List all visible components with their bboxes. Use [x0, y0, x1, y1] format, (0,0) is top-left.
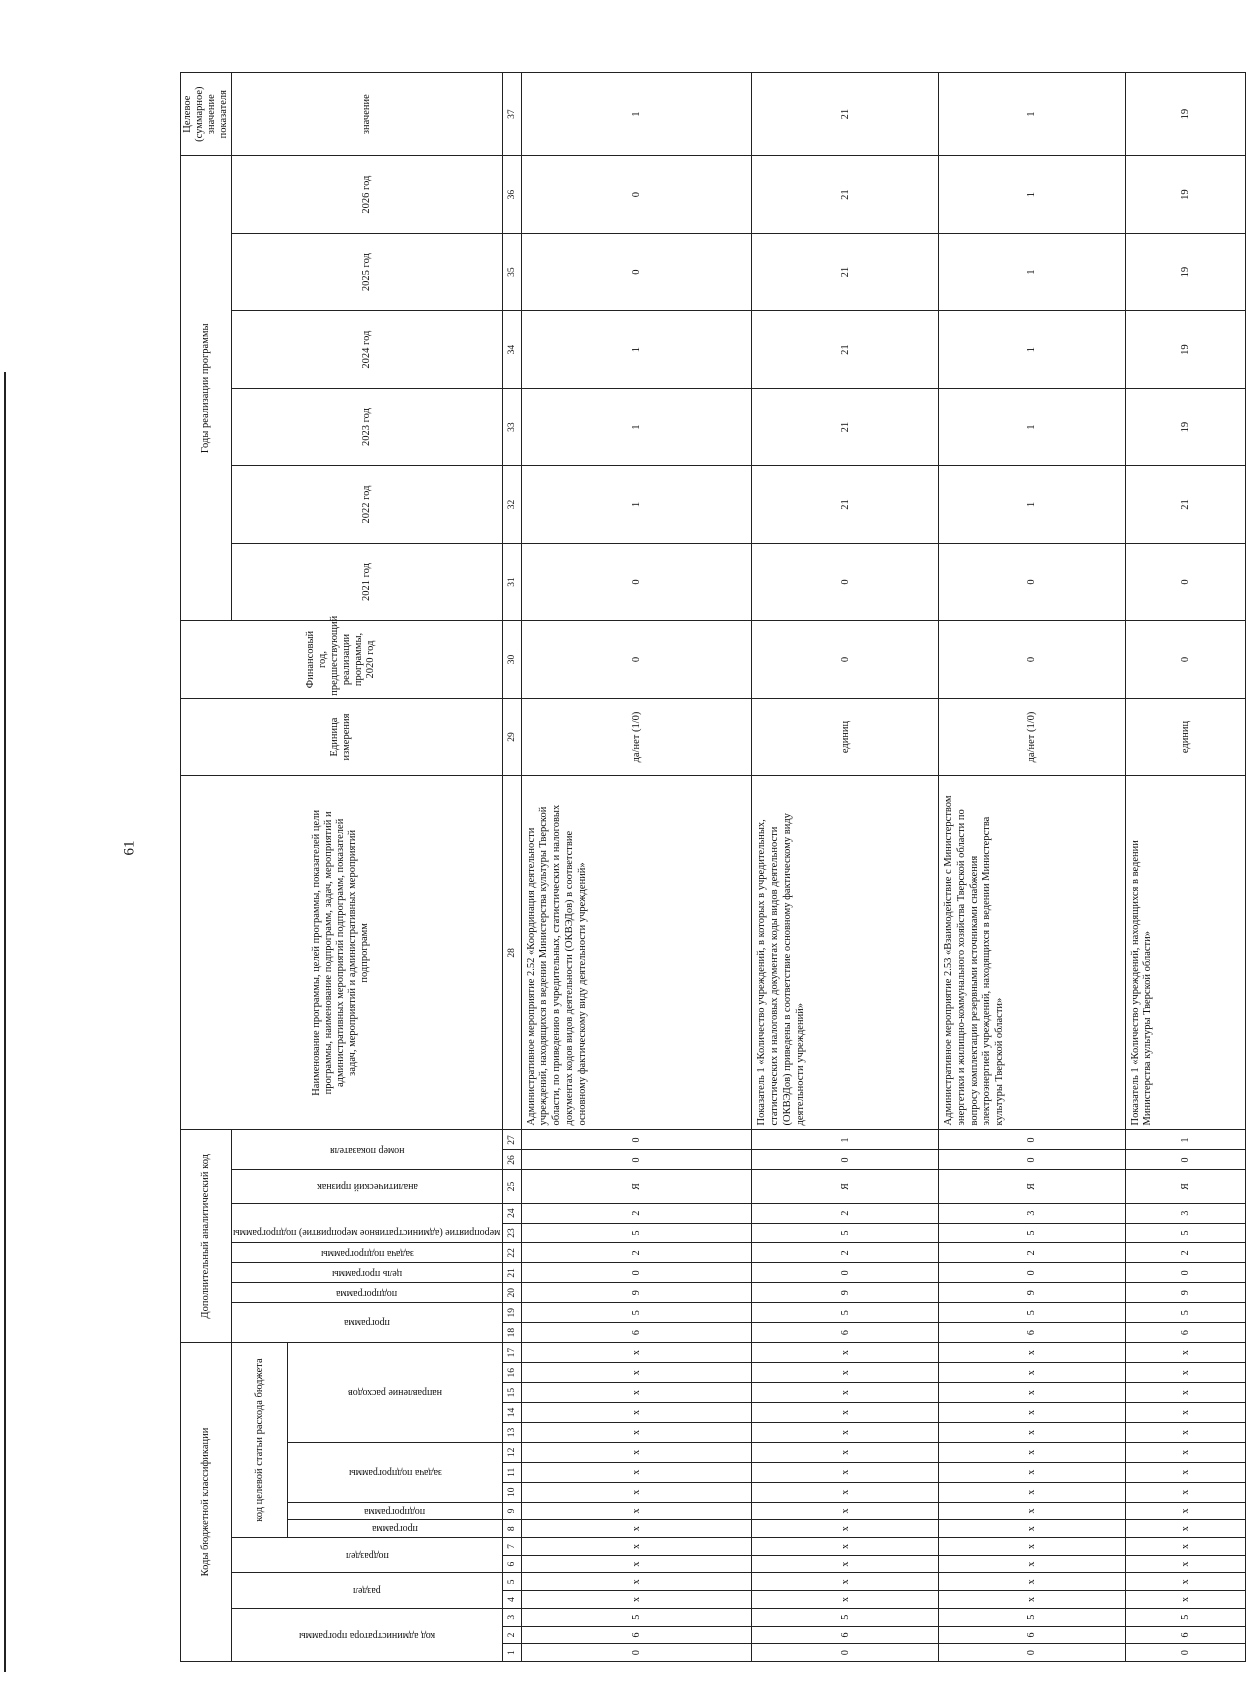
column-number: 23 [502, 1223, 521, 1243]
column-number: 16 [502, 1363, 521, 1383]
code-cell: 0 [752, 1150, 939, 1170]
column-number: 24 [502, 1203, 521, 1223]
column-number: 14 [502, 1403, 521, 1423]
code-cell: х [521, 1502, 752, 1520]
value-cell: 0 [521, 621, 752, 698]
code-cell: Я [938, 1170, 1125, 1203]
code-cell: х [521, 1403, 752, 1423]
code-cell: х [1125, 1591, 1246, 1609]
scan-edge [4, 372, 6, 1672]
column-number: 2 [502, 1626, 521, 1644]
code-cell: 9 [521, 1283, 752, 1303]
code-cell: х [1125, 1482, 1246, 1502]
code-cell: 0 [521, 1263, 752, 1283]
year-2024-header: 2024 год [232, 311, 502, 388]
code-cell: х [1125, 1538, 1246, 1556]
code-cell: х [938, 1383, 1125, 1403]
year-2026-header: 2026 год [232, 156, 502, 234]
column-numbers-row [502, 73, 521, 1662]
dop-subprogram-header: подпрограмма [336, 1287, 398, 1299]
value-cell: 21 [1125, 466, 1246, 543]
code-cell: х [752, 1520, 939, 1538]
dop-task-header: задача подпрограммы [320, 1247, 414, 1259]
column-number: 8 [502, 1520, 521, 1538]
code-cell: х [752, 1442, 939, 1462]
code-cell: х [938, 1343, 1125, 1363]
code-cell: х [1125, 1555, 1246, 1573]
code-cell: 0 [752, 1644, 939, 1662]
code-cell: х [521, 1363, 752, 1383]
code-cell: х [521, 1462, 752, 1482]
code-cell: 0 [521, 1644, 752, 1662]
target-header: Целевое (суммарное) значение показателя [181, 73, 232, 156]
code-cell: 0 [938, 1263, 1125, 1283]
value-cell: 21 [752, 156, 939, 234]
column-number: 13 [502, 1422, 521, 1442]
column-number: 29 [502, 698, 521, 775]
column-number: 36 [502, 156, 521, 234]
code-cell: 6 [1125, 1626, 1246, 1644]
dop-program-header: программа [344, 1317, 390, 1329]
rotated-table-frame [180, 72, 1192, 1662]
value-cell: 21 [752, 233, 939, 310]
value-cell: 21 [752, 466, 939, 543]
code-cell: 6 [938, 1323, 1125, 1343]
expense-direction-header: направление расходов [347, 1387, 442, 1399]
code-cell: х [521, 1343, 752, 1363]
unit-cell: единиц [752, 698, 939, 775]
code-cell: 2 [752, 1203, 939, 1223]
code-cell: х [1125, 1573, 1246, 1591]
code-cell: 6 [752, 1323, 939, 1343]
value-cell: 1 [521, 466, 752, 543]
value-cell: 1 [938, 73, 1125, 156]
column-number: 28 [502, 776, 521, 1130]
value-cell: 21 [752, 73, 939, 156]
column-number: 6 [502, 1555, 521, 1573]
column-number: 30 [502, 621, 521, 698]
column-number: 26 [502, 1150, 521, 1170]
code-cell: х [938, 1573, 1125, 1591]
value-cell: 0 [521, 543, 752, 620]
column-number: 19 [502, 1303, 521, 1323]
column-number: 32 [502, 466, 521, 543]
code-cell: 2 [521, 1243, 752, 1263]
year-2023-header: 2023 год [232, 388, 502, 465]
unit-cell: да/нет (1/0) [938, 698, 1125, 775]
value-cell: 19 [1125, 156, 1246, 234]
column-number: 10 [502, 1482, 521, 1502]
code-cell: 0 [521, 1130, 752, 1150]
value-cell: 0 [938, 621, 1125, 698]
value-cell: 1 [938, 311, 1125, 388]
code-cell: х [938, 1363, 1125, 1383]
value-cell: 0 [752, 621, 939, 698]
code-cell: 0 [938, 1644, 1125, 1662]
admin-code-header: код администратора программы [298, 1629, 436, 1641]
code-cell: 9 [752, 1283, 939, 1303]
code-cell: 5 [938, 1223, 1125, 1243]
value-cell: 0 [938, 543, 1125, 620]
code-cell: 0 [1125, 1644, 1246, 1662]
column-number: 12 [502, 1442, 521, 1462]
code-cell: х [938, 1538, 1125, 1556]
code-cell: х [752, 1363, 939, 1383]
subprogram-task-header: задача подпрограммы [348, 1467, 442, 1479]
code-cell: х [521, 1520, 752, 1538]
column-number: 31 [502, 543, 521, 620]
code-cell: 5 [938, 1303, 1125, 1323]
code-cell: х [1125, 1442, 1246, 1462]
program-header: программа [372, 1523, 418, 1535]
code-cell: 0 [938, 1150, 1125, 1170]
item-name: Показатель 1 «Количество учреждений, в которых в учредительных, статистических и налоговых документах коды видов деятельности (ОКВЭДов) приведены в соответствие основному фактическому виду деятельности учреждений» [752, 776, 939, 1130]
code-cell: 3 [1125, 1203, 1246, 1223]
indicator-number-header: номер показателя [329, 1144, 405, 1156]
value-cell: 1 [938, 233, 1125, 310]
code-cell: х [938, 1591, 1125, 1609]
code-cell: х [938, 1502, 1125, 1520]
code-cell: х [938, 1403, 1125, 1423]
code-cell: 0 [521, 1150, 752, 1170]
unit-cell: да/нет (1/0) [521, 698, 752, 775]
code-cell: 5 [1125, 1303, 1246, 1323]
value-cell: 19 [1125, 233, 1246, 310]
item-name: Показатель 1 «Количество учреждений, находящихся в ведении Министерства культуры Тверской области» [1125, 776, 1246, 1130]
column-number: 21 [502, 1263, 521, 1283]
name-column-header: Наименование программы, целей программы, показателей цели программы, наименование подпрограмм, задач, мероприятий и административных мероприятий подпрограмм, показателей задач, мероприятий и административных мероприятий подпрограмм [181, 776, 503, 1130]
fin-year-header: Финансовый год, предшествующий реализации программы, 2020 год [181, 621, 503, 698]
column-number: 9 [502, 1502, 521, 1520]
code-cell: х [752, 1383, 939, 1403]
code-cell: х [752, 1502, 939, 1520]
code-cell: х [521, 1482, 752, 1502]
unit-header: Единица измерения [181, 698, 503, 775]
item-name: Административное мероприятие 2.52 «Координация деятельности учреждений, находящихся в ведении Министерства культуры Тверской области, по приведению в учредительных, статистических и налоговых документах кодов видов деятельности (ОКВЭДов) в соответствие основному фактическому виду деятельности учреждений» [521, 776, 752, 1130]
column-number: 18 [502, 1323, 521, 1343]
table-row [938, 73, 1125, 1662]
column-number: 5 [502, 1573, 521, 1591]
code-cell: 2 [938, 1243, 1125, 1263]
table-row [521, 73, 752, 1662]
column-number: 1 [502, 1644, 521, 1662]
value-cell: 0 [1125, 543, 1246, 620]
value-header: значение [232, 73, 502, 156]
code-cell: х [521, 1591, 752, 1609]
code-cell: 5 [938, 1608, 1125, 1626]
year-2021-header: 2021 год [232, 543, 502, 620]
code-cell: 9 [938, 1283, 1125, 1303]
column-number: 35 [502, 233, 521, 310]
code-cell: 6 [938, 1626, 1125, 1644]
code-cell: Я [521, 1170, 752, 1203]
code-cell: х [938, 1462, 1125, 1482]
code-cell: 3 [938, 1203, 1125, 1223]
code-cell: 0 [938, 1130, 1125, 1150]
code-cell: 5 [752, 1608, 939, 1626]
section-header: раздел [353, 1585, 381, 1597]
year-2022-header: 2022 год [232, 466, 502, 543]
code-cell: х [752, 1573, 939, 1591]
column-number: 11 [502, 1462, 521, 1482]
target-item-code-header: код целевой статьи расхода бюджета [232, 1343, 288, 1538]
column-number: 15 [502, 1383, 521, 1403]
code-cell: 1 [1125, 1130, 1246, 1150]
subsection-header: подраздел [345, 1550, 389, 1562]
years-group-header: Годы реализации программы [181, 156, 232, 621]
value-cell: 21 [752, 388, 939, 465]
code-cell: 5 [521, 1223, 752, 1243]
column-number: 7 [502, 1538, 521, 1556]
table-row [1125, 73, 1246, 1662]
code-cell: 5 [521, 1303, 752, 1323]
code-cell: х [1125, 1422, 1246, 1442]
budget-codes-header: Коды бюджетной классификации [181, 1343, 232, 1662]
code-cell: 5 [1125, 1608, 1246, 1626]
code-cell: х [752, 1343, 939, 1363]
unit-cell: единиц [1125, 698, 1246, 775]
column-number: 27 [502, 1130, 521, 1150]
table-canvas [180, 72, 1192, 1662]
code-cell: х [938, 1422, 1125, 1442]
code-cell: 5 [1125, 1223, 1246, 1243]
subprogram-header: подпрограмма [364, 1505, 426, 1517]
code-cell: х [938, 1520, 1125, 1538]
column-number: 17 [502, 1343, 521, 1363]
value-cell: 1 [938, 466, 1125, 543]
code-cell: х [1125, 1343, 1246, 1363]
code-cell: 2 [521, 1203, 752, 1223]
code-cell: 9 [1125, 1283, 1246, 1303]
value-cell: 0 [752, 543, 939, 620]
value-cell: 21 [752, 311, 939, 388]
code-cell: х [938, 1555, 1125, 1573]
table-row [752, 73, 939, 1662]
program-indicators-table [180, 72, 1246, 1662]
analytic-sign-header: аналитический признак [316, 1181, 418, 1193]
column-number: 34 [502, 311, 521, 388]
value-cell: 1 [521, 388, 752, 465]
code-cell: х [752, 1422, 939, 1442]
code-cell: х [521, 1538, 752, 1556]
code-cell: 2 [1125, 1243, 1246, 1263]
code-cell: х [1125, 1383, 1246, 1403]
code-cell: х [1125, 1520, 1246, 1538]
value-cell: 0 [521, 156, 752, 234]
code-cell: 5 [521, 1608, 752, 1626]
code-cell: 5 [752, 1303, 939, 1323]
code-cell: х [521, 1573, 752, 1591]
code-cell: х [938, 1442, 1125, 1462]
value-cell: 19 [1125, 311, 1246, 388]
code-cell: х [752, 1538, 939, 1556]
item-name: Административное мероприятие 2.53 «Взаимодействие с Министерством энергетики и жилищно-коммунального хозяйства Тверской области по вопросу комплектации резервными источниками снабжения электроэнергией учреждений, находящихся в ведении Министерства культуры Тверской области» [938, 776, 1125, 1130]
code-cell: х [938, 1482, 1125, 1502]
code-cell: 6 [521, 1626, 752, 1644]
column-number: 20 [502, 1283, 521, 1303]
value-cell: 19 [1125, 73, 1246, 156]
code-cell: 6 [1125, 1323, 1246, 1343]
code-cell: 0 [752, 1263, 939, 1283]
value-cell: 1 [521, 73, 752, 156]
code-cell: х [752, 1403, 939, 1423]
code-cell: х [521, 1555, 752, 1573]
code-cell: х [752, 1591, 939, 1609]
value-cell: 1 [938, 388, 1125, 465]
page-number: 61 [121, 840, 138, 856]
column-number: 25 [502, 1170, 521, 1203]
program-goal-header: цель программы [331, 1267, 403, 1279]
code-cell: 0 [1125, 1150, 1246, 1170]
column-number: 33 [502, 388, 521, 465]
code-cell: х [521, 1422, 752, 1442]
code-cell: х [1125, 1502, 1246, 1520]
code-cell: 6 [752, 1626, 939, 1644]
year-2025-header: 2025 год [232, 233, 502, 310]
activity-header: мероприятие (административное мероприятие) подпрограммы [233, 1227, 501, 1239]
code-cell: х [521, 1383, 752, 1403]
value-cell: 1 [521, 311, 752, 388]
code-cell: х [1125, 1403, 1246, 1423]
code-cell: х [752, 1462, 939, 1482]
code-cell: 1 [752, 1130, 939, 1150]
column-number: 37 [502, 73, 521, 156]
code-cell: Я [752, 1170, 939, 1203]
value-cell: 1 [938, 156, 1125, 234]
column-number: 3 [502, 1608, 521, 1626]
value-cell: 0 [521, 233, 752, 310]
column-number: 22 [502, 1243, 521, 1263]
code-cell: 6 [521, 1323, 752, 1343]
code-cell: х [752, 1482, 939, 1502]
code-cell: х [752, 1555, 939, 1573]
code-cell: х [521, 1442, 752, 1462]
code-cell: х [1125, 1462, 1246, 1482]
code-cell: 2 [752, 1243, 939, 1263]
code-cell: 0 [1125, 1263, 1246, 1283]
code-cell: 5 [752, 1223, 939, 1243]
value-cell: 19 [1125, 388, 1246, 465]
code-cell: х [1125, 1363, 1246, 1383]
column-number: 4 [502, 1591, 521, 1609]
value-cell: 0 [1125, 621, 1246, 698]
extra-code-header: Дополнительный аналитический код [181, 1130, 232, 1343]
code-cell: Я [1125, 1170, 1246, 1203]
